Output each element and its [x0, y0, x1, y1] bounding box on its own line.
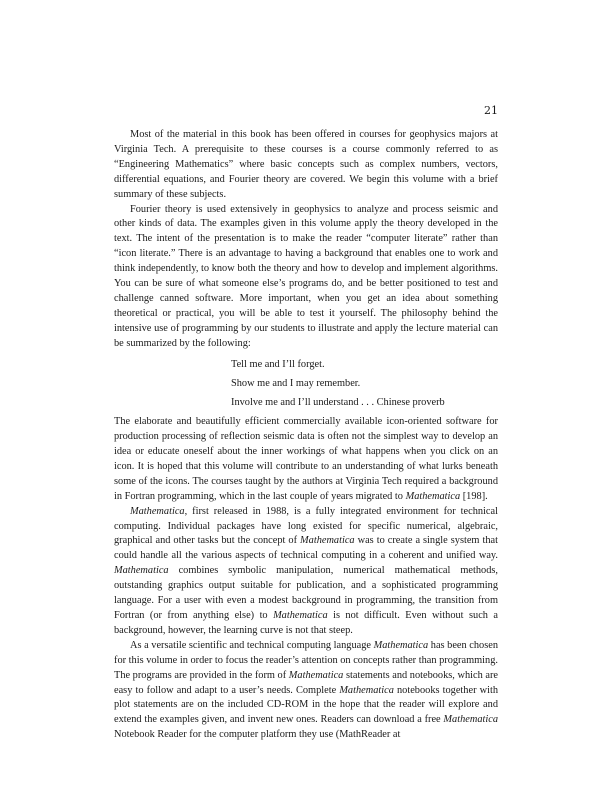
text-span: has been chosen for this volume in order to focus the reader’s attention on concepts rather than programming. The programs are provided in the form of: [114, 639, 498, 681]
quote-line: Involve me and I’ll understand . . . Chinese proverb: [231, 397, 445, 408]
text-span: The elaborate and beautifully efficient commercially available icon-oriented software for production processing of reflection seismic data is often not the simplest way to develop an idea or educate oneself about the inner workings of what happens when you click on an icon. It is hoped that this volume will contribute to an understanding of what lurks beneath some of the icons. The courses taught by the authors at Virginia Tech required a background in Fortran programming, which in the last couple of years migrated to: [114, 416, 498, 502]
text-span: is not difficult. Even without such a background, however, the learning curve is not that steep.: [114, 609, 498, 636]
text-span-italic: Mathematica: [273, 609, 328, 621]
quote-line: Tell me and I’ll forget.: [231, 358, 325, 370]
text-span: , first released in 1988, is a fully integrated environment for technical computing. Individual packages have long existed for specific numerical, algebraic, graphical and other tasks but the concept of: [114, 505, 498, 547]
text-span: was to create a single system that could handle all the various aspects of technical computing in a coherent and unified way.: [114, 535, 498, 562]
paragraph-intro: Most of the material in this book has been offered in courses for geophysics majors at Virginia Tech. A prerequisite to these courses is a course commonly referred to as “Engineering Mathematics” where basic concepts such as complex numbers, vectors, differential equations, and Fourier theory are covered. We begin this volume with a brief summary of these subjects.: [114, 129, 498, 200]
paragraph-fourier: Fourier theory is used extensively in geophysics to analyze and process seismic and other kinds of data. The examples given in this volume apply the theory developed in the text. The intent of the presentation is to make the reader “computer literate” rather than “icon literate.” There is an advantage to having a background that enables one to work and think independently, to know both the theory and how to develop and implement algorithms. You can be sure of what someone else’s programs do, and be better positioned to test and challenge canned software. More important, when you get an idea about something theoretical or practical, you will be able to test it yourself. The philosophy behind the intensive use of programming by our students to illustrate and apply the lecture material can be summarized by the following:: [114, 203, 498, 349]
text-span: statements and notebooks, which are easy to follow and adapt to a user’s needs. Complete: [114, 669, 498, 696]
paragraph-mathematica: [114, 505, 498, 639]
text-span-italic: Mathematica: [130, 505, 185, 517]
proverb-quote: [231, 358, 498, 411]
text-span-italic: Mathematica: [288, 669, 344, 681]
text-span-italic: Mathematica: [373, 639, 429, 651]
text-span-italic: Mathematica: [300, 535, 355, 547]
text-span-italic: Mathematica: [405, 490, 461, 502]
text-span: Notebook Reader for the computer platform they use (MathReader at: [114, 729, 401, 741]
text-span-italic: Mathematica: [114, 565, 169, 577]
text-span: [198].: [460, 490, 488, 502]
paragraph-language: [114, 639, 498, 743]
body-text: [114, 128, 498, 743]
quote-line: Show me and I may remember.: [231, 377, 361, 389]
text-span: combines symbolic manipulation, numerical mathematical methods, outstanding graphics output suitable for publication, and a sophisticated programming language. For a user with even a modest background in programming, the transition from Fortran (or from anything else) to: [114, 565, 498, 621]
text-span-italic: Mathematica: [339, 684, 394, 696]
text-span-italic: Mathematica: [443, 714, 498, 726]
paragraph-software: [114, 415, 498, 504]
text-span: As a versatile scientific and technical computing language: [130, 639, 374, 651]
text-span: notebooks together with plot statements are on the included CD-ROM in the hope that the reader will explore and extend the examples given, and invent new ones. Readers can download a free: [114, 684, 498, 726]
page-number: 21: [484, 104, 498, 117]
